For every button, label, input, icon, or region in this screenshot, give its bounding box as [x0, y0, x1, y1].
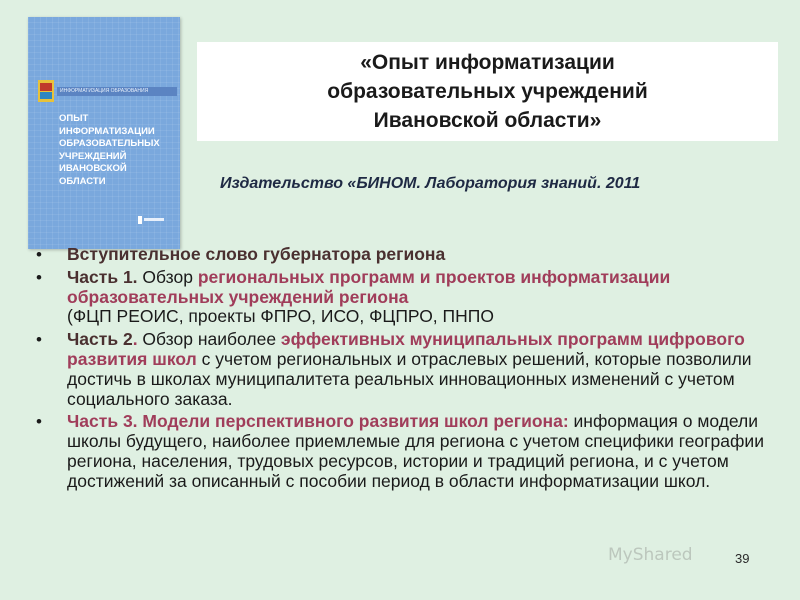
- bullet-icon: •: [36, 245, 42, 264]
- bullet-icon: •: [36, 412, 42, 432]
- item-highlight: региональных программ и проектов информатизации образовательных учреждений региона: [67, 266, 671, 307]
- publisher-logo-icon: [138, 215, 164, 225]
- bullet-icon: •: [36, 330, 42, 350]
- slide-title-line-3: Ивановской области»: [373, 109, 602, 132]
- part-label: Часть 1.: [67, 266, 143, 287]
- item-text: Вступительное слово губернатора региона: [67, 244, 446, 264]
- publisher-line: Издательство «БИНОМ. Лаборатория знаний. 2011: [220, 175, 641, 192]
- item-text: Обзор наиболее: [142, 329, 281, 350]
- item-text: (ФЦП РЕОИС, проекты ФПРО, ИСО, ФЦПРО, ПНПО: [67, 306, 494, 327]
- book-cover-image: [28, 17, 180, 249]
- part-label: Часть 3. Модели перспективного развития школ региона:: [67, 411, 569, 432]
- slide-title-line-1: «Опыт информатизации: [360, 51, 615, 74]
- item-text: информация о модели школы будущего, наиболее приемлемые для региона с учетом специфики географии региона, населения, трудовых ресурсов, истории и традиций региона, и с учетом достижений за описанный с пособии период в области информатизации школ.: [67, 411, 764, 491]
- list-item: [36, 268, 766, 327]
- page-number: 39: [735, 551, 750, 566]
- book-cover-title: ОПЫТ ИНФОРМАТИЗАЦИИ ОБРАЗОВАТЕЛЬНЫХ УЧРЕЖДЕНИЙ ИВАНОВСКОЙ ОБЛАСТИ: [59, 113, 160, 187]
- region-emblem-icon: [38, 80, 54, 102]
- list-item: [36, 330, 766, 409]
- book-series-label: ИНФОРМАТИЗАЦИЯ ОБРАЗОВАНИЯ: [57, 87, 177, 96]
- item-text: с учетом региональных и отраслевых решений, которые позволили достичь в школах муниципалитета реальных инновационных изменений с учетом социального заказа.: [67, 348, 752, 409]
- slide-title-line-2: образовательных учреждений: [327, 80, 648, 103]
- list-item: [36, 245, 766, 265]
- list-item: [36, 412, 766, 491]
- item-text: Обзор: [142, 266, 198, 287]
- watermark-text: MyShared: [608, 545, 693, 565]
- item-separator: .: [132, 329, 143, 350]
- bullet-icon: •: [36, 267, 42, 287]
- item-highlight: эффективных муниципальных программ цифрового развития школ: [67, 329, 745, 369]
- contents-list: [36, 245, 766, 495]
- slide-title-box: [197, 42, 778, 141]
- part-label: Часть 2: [67, 329, 133, 350]
